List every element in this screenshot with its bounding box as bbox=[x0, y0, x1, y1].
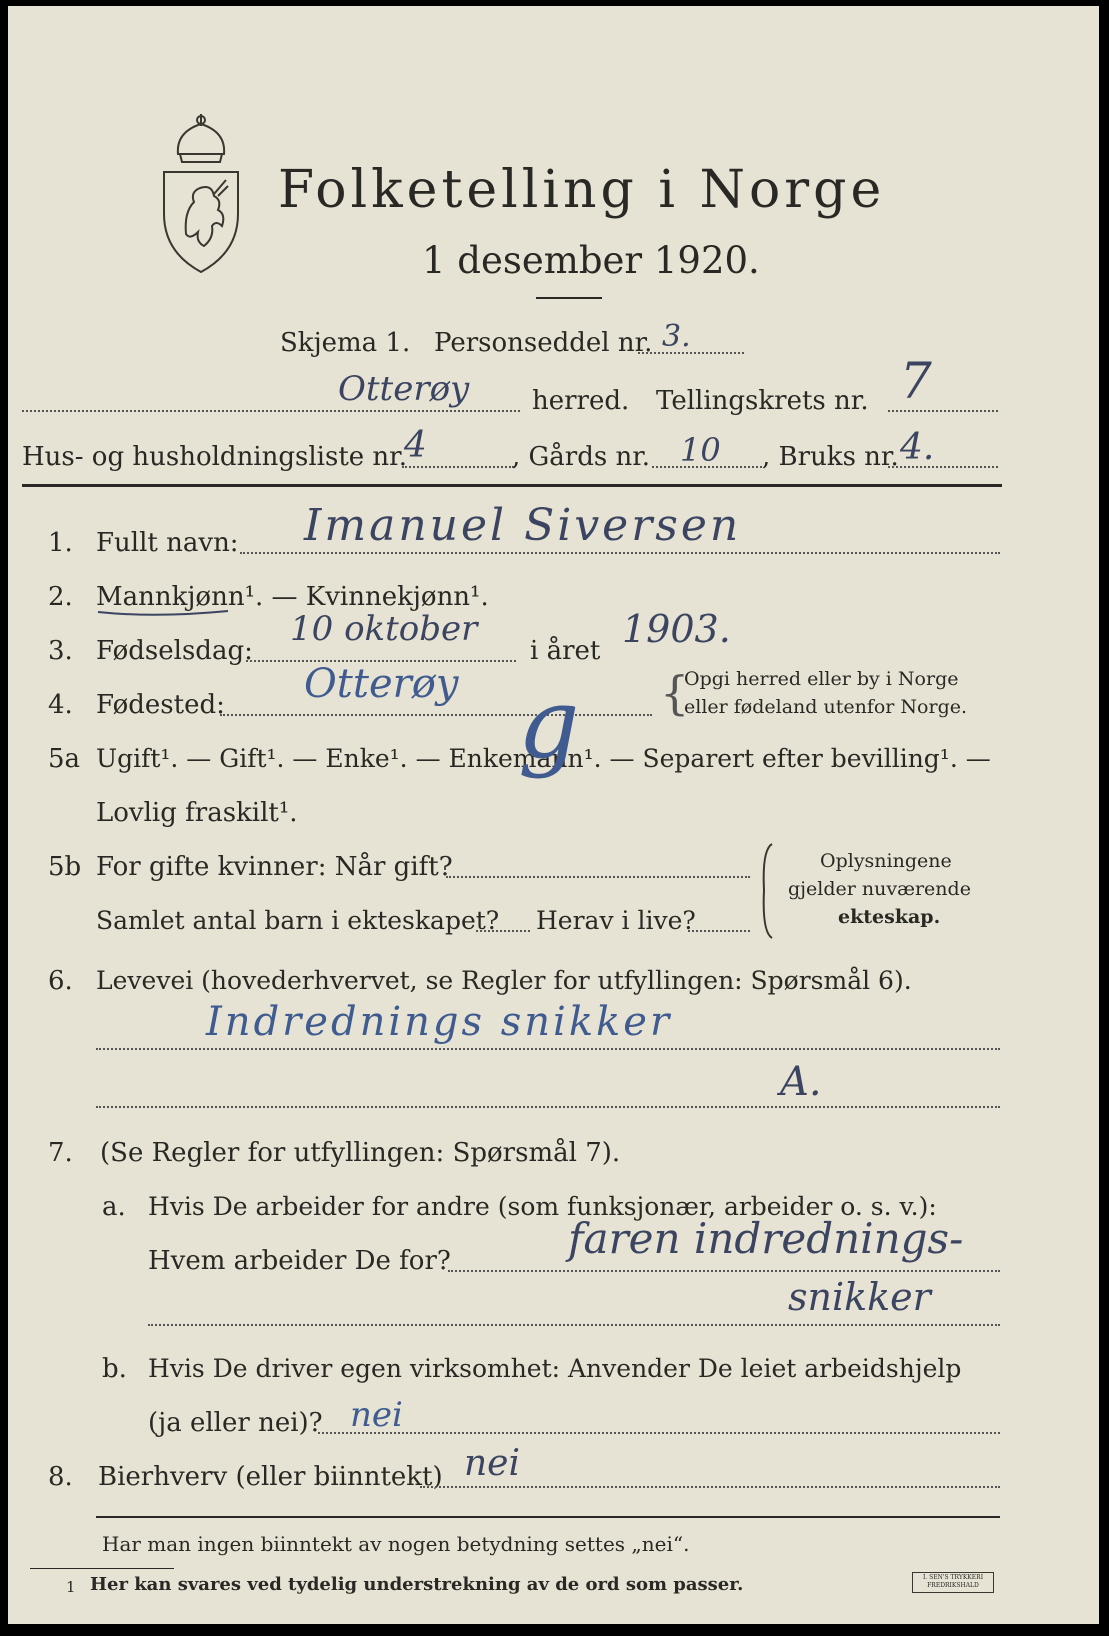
q7b-line bbox=[318, 1432, 1000, 1434]
q5a-text: Ugift¹. — Gift¹. — Enke¹. — Enkemann¹. — Separert efter bevilling¹. — bbox=[96, 744, 991, 773]
q6-line2 bbox=[96, 1106, 1000, 1108]
husliste-line bbox=[402, 466, 514, 468]
footer-divider bbox=[96, 1516, 1000, 1518]
q5b-note-line3: ekteskap. bbox=[838, 906, 941, 928]
footnote-rule bbox=[30, 1568, 174, 1569]
q7b-text: Hvis De driver egen virksomhet: Anvender De leiet arbeidshjelp bbox=[148, 1354, 962, 1383]
q3-year-value: 1903. bbox=[622, 607, 731, 651]
q6-line1 bbox=[96, 1048, 1000, 1050]
q5b-note-line1: Oplysningene bbox=[820, 850, 952, 872]
form-title: Folketelling i Norge bbox=[278, 160, 886, 220]
q8-number: 8. bbox=[48, 1462, 73, 1492]
husliste-value: 4 bbox=[404, 425, 427, 466]
schema-label: Skjema 1. bbox=[280, 328, 411, 358]
q7-number: 7. bbox=[48, 1138, 73, 1168]
q5a-number: 5a bbox=[48, 744, 81, 774]
herred-line bbox=[22, 410, 520, 412]
q4-brace: { bbox=[660, 666, 690, 720]
q3-number: 3. bbox=[48, 636, 73, 666]
q8-value: nei bbox=[464, 1443, 521, 1484]
q7b-letter: b. bbox=[102, 1354, 127, 1384]
bruks-value: 4. bbox=[900, 427, 935, 468]
q5b-note-line2: gjelder nuværende bbox=[788, 878, 971, 900]
bruks-label: , Bruks nr. bbox=[762, 442, 899, 472]
q4-line bbox=[220, 714, 652, 716]
q4-value: Otterøy bbox=[304, 661, 459, 707]
q3-value: 10 oktober bbox=[290, 609, 478, 649]
q7a-text: Hvis De arbeider for andre (som funksjonær, arbeider o. s. v.): bbox=[148, 1192, 937, 1221]
q7b-question: (ja eller nei)? bbox=[148, 1408, 323, 1438]
q5a-text2: Lovlig fraskilt¹. bbox=[96, 798, 298, 828]
footnote-text: Her kan svares ved tydelig understrekning av de ord som passer. bbox=[90, 1574, 744, 1595]
q5b-label3: Herav i live? bbox=[536, 906, 696, 935]
tellingskrets-line bbox=[888, 410, 998, 412]
tellingskrets-value: 7 bbox=[900, 352, 932, 410]
q4-number: 4. bbox=[48, 690, 73, 720]
q5b-bracket bbox=[760, 842, 774, 940]
q6-number: 6. bbox=[48, 966, 73, 996]
q6-value: Indrednings snikker bbox=[206, 999, 673, 1045]
personseddel-label: Personseddel nr. bbox=[434, 328, 653, 358]
q5b-line1 bbox=[446, 876, 750, 878]
personseddel-line bbox=[638, 352, 744, 354]
q5b-line3 bbox=[688, 930, 750, 932]
footer-note: Har man ingen biinntekt av nogen betydning settes „nei“. bbox=[102, 1532, 690, 1556]
printer-stamp: I. SEN'S TRYKKERI FREDRIKSHALD bbox=[912, 1572, 994, 1593]
herred-label: herred. bbox=[532, 386, 630, 416]
q5b-label1: For gifte kvinner: Når gift? bbox=[96, 852, 453, 882]
q5b-number: 5b bbox=[48, 852, 82, 882]
q7a-line2 bbox=[148, 1324, 1000, 1326]
gards-label: , Gårds nr. bbox=[512, 442, 651, 472]
q7a-question: Hvem arbeider De for? bbox=[148, 1246, 451, 1276]
gards-value: 10 bbox=[680, 431, 721, 469]
q7-label: (Se Regler for utfyllingen: Spørsmål 7). bbox=[100, 1138, 621, 1168]
q7a-value2: snikker bbox=[788, 1275, 931, 1319]
header-divider bbox=[22, 484, 1002, 487]
q1-label: Fullt navn: bbox=[96, 528, 239, 558]
q6-label: Levevei (hovederhvervet, se Regler for utfyllingen: Spørsmål 6). bbox=[96, 966, 912, 995]
q7b-value: nei bbox=[350, 1395, 403, 1435]
q8-label: Bierhverv (eller biinntekt) bbox=[98, 1462, 443, 1492]
q4-note-line1: Opgi herred eller by i Norge bbox=[684, 668, 959, 690]
q1-line bbox=[240, 552, 1000, 554]
title-divider bbox=[536, 297, 602, 299]
census-form bbox=[8, 6, 1099, 1624]
q2-underline-mark bbox=[96, 606, 232, 620]
q4-note-line2: eller fødeland utenfor Norge. bbox=[684, 696, 968, 718]
tellingskrets-label: Tellingskrets nr. bbox=[656, 386, 869, 416]
q7a-letter: a. bbox=[102, 1192, 126, 1222]
q1-value: Imanuel Siversen bbox=[304, 500, 742, 551]
form-date: 1 desember 1920. bbox=[422, 239, 760, 282]
q2-text: Mannkjønn¹. — Kvinnekjønn¹. bbox=[96, 582, 489, 612]
q2-number: 2. bbox=[48, 582, 73, 612]
personseddel-value: 3. bbox=[662, 319, 691, 354]
husliste-label: Hus- og husholdningsliste nr. bbox=[22, 442, 408, 472]
q6-value2: A. bbox=[780, 1059, 822, 1105]
q5b-line2 bbox=[476, 930, 530, 932]
footnote-number: 1 bbox=[66, 1578, 76, 1596]
q7a-value: faren indrednings- bbox=[568, 1214, 964, 1263]
q5a-mark: g bbox=[518, 668, 580, 780]
q8-line bbox=[420, 1486, 1000, 1488]
q1-number: 1. bbox=[48, 528, 73, 558]
q4-label: Fødested: bbox=[96, 690, 225, 720]
q5b-label2: Samlet antal barn i ekteskapet? bbox=[96, 906, 500, 935]
q7a-line1 bbox=[448, 1270, 1000, 1272]
norway-coat-of-arms-icon bbox=[156, 114, 246, 276]
herred-value: Otterøy bbox=[338, 369, 470, 409]
q3-year-label: i året bbox=[530, 636, 601, 666]
q3-label: Fødselsdag: bbox=[96, 636, 253, 666]
